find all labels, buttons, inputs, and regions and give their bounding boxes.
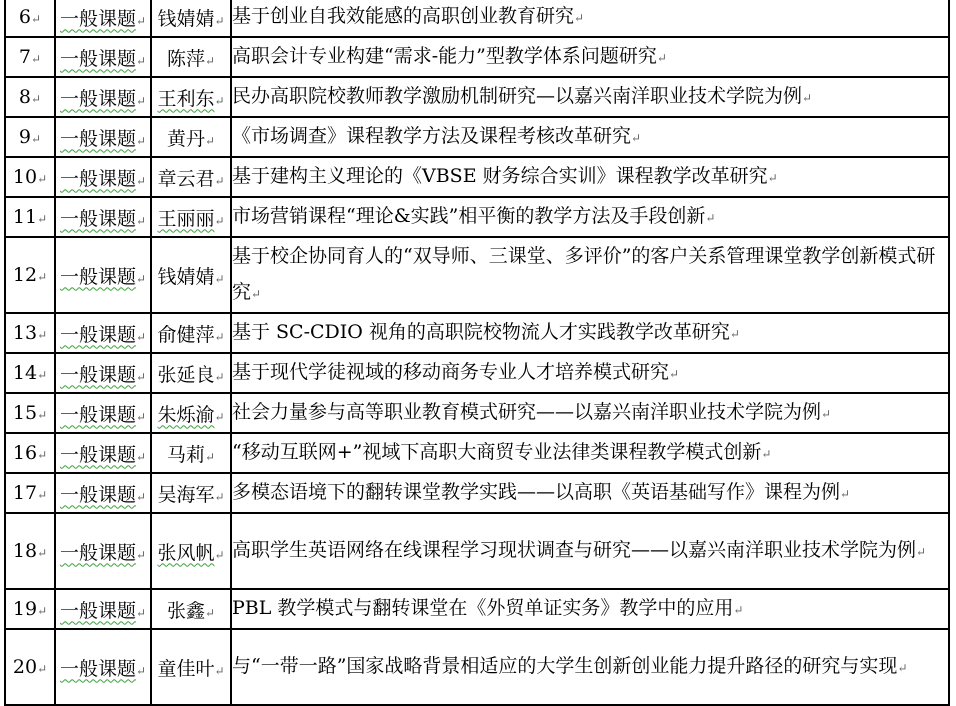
row-number-cell-text: 11	[12, 206, 38, 228]
row-number-cell-text: 19	[12, 598, 38, 620]
project-title-cell-text: 高职学生英语网络在线课程学习现状调查与研究——以嘉兴南洋职业技术学院为例	[232, 539, 917, 561]
person-name-cell	[151, 197, 231, 237]
cell-end-mark: ↵	[135, 13, 147, 28]
row-number-cell-text: 12	[12, 264, 38, 286]
person-name-cell-text: 王丽丽	[157, 207, 215, 230]
cell-end-mark: ↵	[37, 488, 48, 502]
project-type-cell	[55, 157, 151, 197]
cell-end-mark: ↵	[37, 270, 48, 284]
table-row	[5, 157, 949, 197]
project-type-cell-text: 一般课题	[59, 323, 136, 346]
cell-end-mark: ↵	[802, 91, 813, 105]
project-type-cell	[55, 393, 151, 433]
project-title-cell	[231, 77, 949, 117]
table-row	[5, 77, 949, 117]
cell-end-mark: ↵	[31, 52, 42, 66]
cell-end-mark: ↵	[135, 213, 147, 228]
cell-end-mark: ↵	[204, 53, 216, 68]
table-row	[5, 37, 949, 77]
project-type-cell	[55, 433, 151, 473]
project-title-cell-text: 多模态语境下的翻转课堂教学实践——以高职《英语基础写作》课程为例	[232, 481, 841, 503]
row-number-cell-text: 6	[18, 6, 32, 28]
person-name-cell-text: 吴海军	[157, 483, 215, 506]
row-number-cell-text: 10	[12, 166, 38, 188]
project-type-cell-text: 一般课题	[59, 541, 136, 564]
person-name-cell-text: 马莉	[166, 443, 205, 466]
cell-end-mark: ↵	[135, 547, 147, 562]
cell-end-mark: ↵	[135, 489, 147, 504]
cell-end-mark: ↵	[214, 13, 225, 28]
cell-end-mark: ↵	[214, 369, 225, 384]
cell-end-mark: ↵	[135, 369, 147, 384]
project-title-cell-text: “移动互联网+”视域下高职大商贸专业法律类课程教学模式创新	[232, 441, 762, 463]
person-name-cell-text: 章云君	[157, 167, 215, 190]
row-number-cell	[5, 313, 55, 353]
project-title-cell-text: 高职会计专业构建“需求-能力”型教学体系问题研究	[232, 45, 657, 67]
cell-end-mark: ↵	[135, 133, 147, 148]
project-type-cell	[55, 0, 151, 37]
cell-end-mark: ↵	[37, 212, 48, 226]
person-name-cell-text: 钱婧婧	[157, 7, 215, 30]
person-name-cell-text: 张延良	[157, 363, 215, 386]
cell-end-mark: ↵	[135, 409, 147, 424]
cell-end-mark: ↵	[37, 448, 48, 462]
cell-end-mark: ↵	[31, 12, 42, 26]
project-title-cell-text: PBL 教学模式与翻转课堂在《外贸单证实务》教学中的应用	[232, 597, 734, 619]
cell-end-mark: ↵	[31, 132, 42, 146]
cell-end-mark: ↵	[135, 663, 147, 678]
person-name-cell-text: 陈萍	[166, 47, 205, 70]
cell-end-mark: ↵	[656, 51, 667, 65]
cell-end-mark: ↵	[767, 171, 778, 185]
row-number-cell	[5, 353, 55, 393]
cell-end-mark: ↵	[214, 93, 225, 108]
person-name-cell-text: 王利东	[157, 87, 215, 110]
table-row	[5, 513, 949, 589]
row-number-cell	[5, 117, 55, 157]
table-row	[5, 353, 949, 393]
person-name-cell-text: 张风帆	[157, 541, 215, 564]
project-type-cell-text: 一般课题	[59, 363, 136, 386]
project-title-cell	[231, 313, 949, 353]
person-name-cell-text: 朱烁渝	[157, 403, 215, 426]
cell-end-mark: ↵	[135, 449, 147, 464]
project-title-cell-text: 民办高职院校教师教学激励机制研究—以嘉兴南洋职业技术学院为例	[232, 85, 803, 107]
person-name-cell	[151, 393, 231, 433]
project-type-cell-text: 一般课题	[59, 87, 136, 110]
table-row	[5, 237, 949, 313]
project-type-cell	[55, 513, 151, 589]
cell-end-mark: ↵	[37, 604, 48, 618]
row-number-cell	[5, 197, 55, 237]
cell-end-mark: ↵	[204, 133, 216, 148]
project-type-cell-text: 一般课题	[59, 127, 136, 150]
row-number-cell	[5, 629, 55, 705]
table-row	[5, 433, 949, 473]
row-number-cell	[5, 0, 55, 37]
row-number-cell	[5, 513, 55, 589]
project-title-cell-text: 社会力量参与高等职业教育模式研究——以嘉兴南洋职业技术学院为例	[232, 401, 822, 423]
table-row	[5, 197, 949, 237]
project-type-cell	[55, 589, 151, 629]
project-type-cell-text: 一般课题	[59, 167, 136, 190]
cell-end-mark: ↵	[135, 53, 147, 68]
cell-end-mark: ↵	[705, 211, 716, 225]
cell-end-mark: ↵	[214, 489, 225, 504]
person-name-cell	[151, 237, 231, 313]
project-title-cell	[231, 37, 949, 77]
project-type-cell	[55, 197, 151, 237]
person-name-cell	[151, 629, 231, 705]
person-name-cell	[151, 77, 231, 117]
table-row	[5, 0, 949, 37]
cell-end-mark: ↵	[214, 213, 225, 228]
person-name-cell	[151, 589, 231, 629]
project-title-cell	[231, 473, 949, 513]
cell-end-mark: ↵	[669, 367, 680, 381]
row-number-cell	[5, 433, 55, 473]
cell-end-mark: ↵	[214, 547, 225, 562]
table-row	[5, 629, 949, 705]
cell-end-mark: ↵	[897, 661, 908, 675]
cell-end-mark: ↵	[37, 662, 48, 676]
project-type-cell	[55, 237, 151, 313]
row-number-cell-text: 16	[12, 442, 38, 464]
cell-end-mark: ↵	[214, 271, 225, 286]
table-row	[5, 589, 949, 629]
row-number-cell-text: 20	[12, 656, 38, 678]
project-type-cell-text: 一般课题	[59, 443, 136, 466]
row-number-cell-text: 17	[12, 482, 38, 504]
cell-end-mark: ↵	[31, 92, 42, 106]
table-row	[5, 313, 949, 353]
cell-end-mark: ↵	[631, 131, 642, 145]
project-type-cell	[55, 37, 151, 77]
row-number-cell	[5, 393, 55, 433]
person-name-cell	[151, 0, 231, 37]
row-number-cell-text: 13	[12, 322, 38, 344]
cell-end-mark: ↵	[251, 287, 262, 301]
project-type-cell	[55, 77, 151, 117]
cell-end-mark: ↵	[37, 328, 48, 342]
table-row	[5, 117, 949, 157]
project-title-cell-text: 基于现代学徒视域的移动商务专业人才培养模式研究	[232, 361, 670, 383]
cell-end-mark: ↵	[37, 172, 48, 186]
person-name-cell-text: 张鑫	[166, 599, 205, 622]
project-type-cell	[55, 473, 151, 513]
cell-end-mark: ↵	[37, 368, 48, 382]
project-title-cell	[231, 589, 949, 629]
cell-end-mark: ↵	[135, 93, 147, 108]
cell-end-mark: ↵	[214, 329, 225, 344]
cell-end-mark: ↵	[37, 408, 48, 422]
project-title-cell	[231, 393, 949, 433]
cell-end-mark: ↵	[135, 605, 147, 620]
project-title-cell	[231, 0, 949, 37]
cell-end-mark: ↵	[574, 11, 585, 25]
person-name-cell-text: 黄丹	[166, 127, 205, 150]
person-name-cell-text: 钱婧婧	[157, 265, 215, 288]
project-title-cell	[231, 433, 949, 473]
person-name-cell	[151, 513, 231, 589]
row-number-cell-text: 9	[18, 126, 32, 148]
cell-end-mark: ↵	[840, 487, 851, 501]
cell-end-mark: ↵	[214, 409, 225, 424]
project-type-cell-text: 一般课题	[59, 657, 136, 680]
project-type-cell	[55, 629, 151, 705]
cell-end-mark: ↵	[729, 327, 740, 341]
person-name-cell	[151, 473, 231, 513]
person-name-cell-text: 俞健萍	[157, 323, 215, 346]
person-name-cell	[151, 353, 231, 393]
cell-end-mark: ↵	[214, 663, 225, 678]
row-number-cell	[5, 237, 55, 313]
cell-end-mark: ↵	[135, 173, 147, 188]
project-type-cell-text: 一般课题	[59, 265, 136, 288]
project-title-cell-text: 与“一带一路”国家战略背景相适应的大学生创新创业能力提升路径的研究与实现	[232, 655, 898, 677]
cell-end-mark: ↵	[821, 407, 832, 421]
project-type-cell-text: 一般课题	[59, 599, 136, 622]
project-type-cell	[55, 117, 151, 157]
row-number-cell	[5, 77, 55, 117]
project-title-cell-text: 《市场调查》课程教学方法及课程考核改革研究	[232, 125, 632, 147]
project-title-cell	[231, 237, 949, 313]
project-title-cell-text: 市场营销课程“理论&实践”相平衡的教学方法及手段创新	[232, 205, 706, 227]
person-name-cell	[151, 37, 231, 77]
row-number-cell-text: 14	[12, 362, 38, 384]
project-title-cell	[231, 117, 949, 157]
person-name-cell	[151, 117, 231, 157]
person-name-cell-text: 童佳叶	[157, 657, 215, 680]
person-name-cell	[151, 433, 231, 473]
row-number-cell	[5, 589, 55, 629]
cell-end-mark: ↵	[214, 173, 225, 188]
cell-end-mark: ↵	[37, 546, 48, 560]
row-number-cell-text: 15	[12, 402, 38, 424]
cell-end-mark: ↵	[916, 545, 927, 559]
table-row	[5, 393, 949, 433]
cell-end-mark: ↵	[761, 447, 772, 461]
project-table	[4, 0, 950, 706]
row-number-cell-text: 18	[12, 540, 38, 562]
project-title-cell	[231, 629, 949, 705]
row-number-cell	[5, 157, 55, 197]
project-title-cell-text: 基于建构主义理论的《VBSE 财务综合实训》课程教学改革研究	[232, 165, 768, 187]
project-type-cell-text: 一般课题	[59, 47, 136, 70]
project-title-cell	[231, 513, 949, 589]
cell-end-mark: ↵	[135, 329, 147, 344]
project-title-cell	[231, 353, 949, 393]
project-type-cell-text: 一般课题	[59, 207, 136, 230]
project-type-cell-text: 一般课题	[59, 403, 136, 426]
project-title-cell-text: 基于创业自我效能感的高职创业教育研究	[232, 5, 575, 27]
project-type-cell-text: 一般课题	[59, 7, 136, 30]
person-name-cell	[151, 313, 231, 353]
project-title-cell	[231, 197, 949, 237]
row-number-cell	[5, 37, 55, 77]
project-title-cell-text: 基于 SC-CDIO 视角的高职院校物流人才实践教学改革研究	[232, 321, 730, 343]
project-type-cell	[55, 353, 151, 393]
cell-end-mark: ↵	[204, 449, 216, 464]
table-row	[5, 473, 949, 513]
cell-end-mark: ↵	[135, 271, 147, 286]
project-type-cell	[55, 313, 151, 353]
cell-end-mark: ↵	[204, 605, 216, 620]
row-number-cell-text: 7	[18, 46, 32, 68]
project-title-cell-text: 基于校企协同育人的“双导师、三课堂、多评价”的客户关系管理课堂教学创新模式研究	[232, 245, 936, 303]
person-name-cell	[151, 157, 231, 197]
cell-end-mark: ↵	[733, 603, 744, 617]
project-type-cell-text: 一般课题	[59, 483, 136, 506]
row-number-cell	[5, 473, 55, 513]
project-title-cell	[231, 157, 949, 197]
row-number-cell-text: 8	[18, 86, 32, 108]
